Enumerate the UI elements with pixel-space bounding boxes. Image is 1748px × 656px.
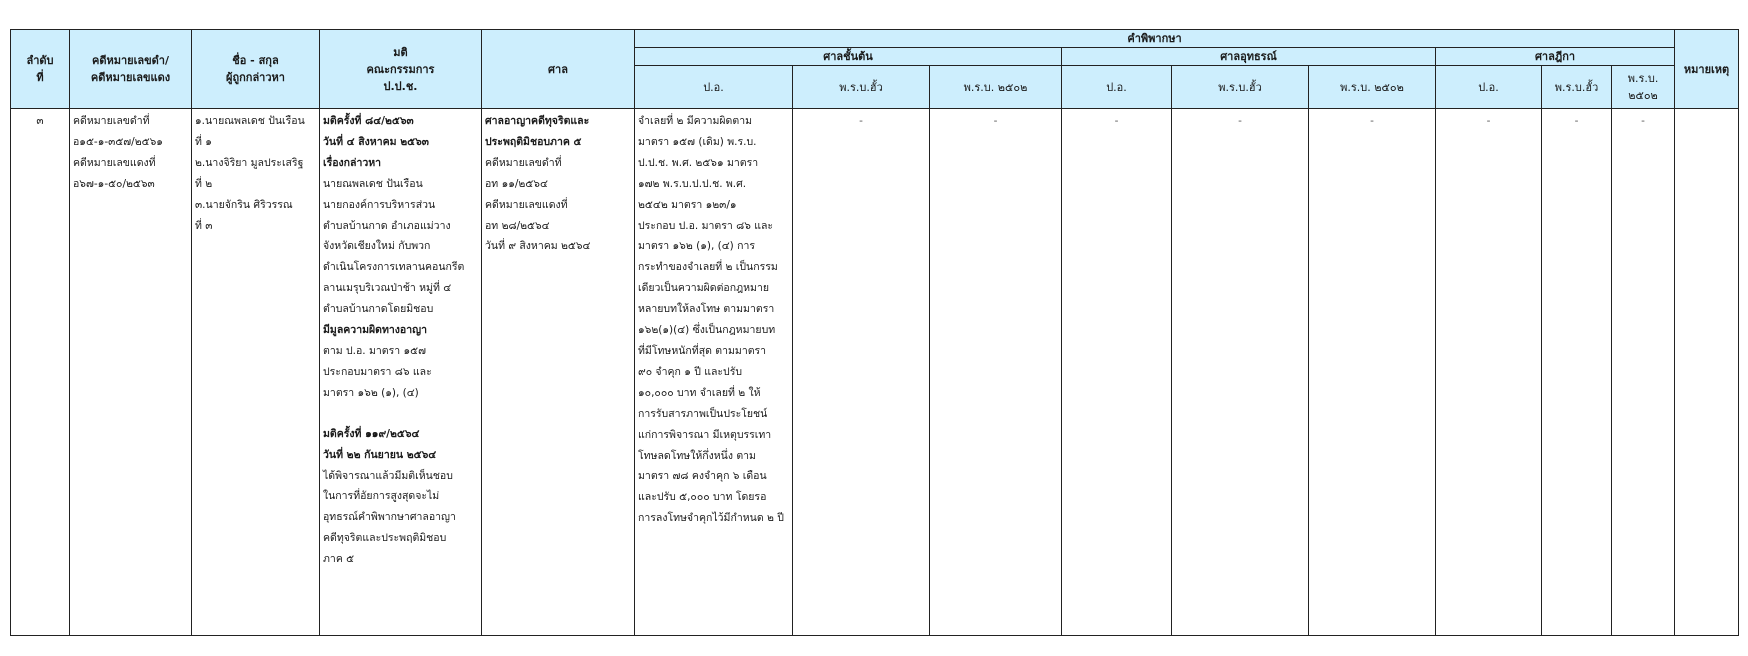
header-first-instance: ศาลชั้นต้น (635, 48, 1062, 66)
header-appeal: ศาลอุทธรณ์ (1062, 48, 1436, 66)
header-first-prb: พ.ร.บ.ฮั้ว (793, 66, 930, 109)
header-case-no: คดีหมายเลขดำ/ คดีหมายเลขแดง (70, 30, 192, 109)
header-supreme-prb: พ.ร.บ.ฮั้ว (1542, 66, 1612, 109)
header-supreme-prb2502: พ.ร.บ. ๒๕๐๒ (1612, 66, 1675, 109)
cell-appeal-prb2502: - (1309, 109, 1436, 636)
cell-supreme-prb: - (1542, 109, 1612, 636)
cell-first-prb2502: - (930, 109, 1062, 636)
resolution-2-body: ได้พิจารณาแล้วมีมติเห็นชอบ ในการที่อัยการสูงสุดจะไม่ อุทธรณ์คำพิพากษาศาลอาญา คดีทุจริตและประพฤติมิชอบ ภาค ๕ (323, 469, 456, 566)
cell-no: ๓ (11, 109, 70, 636)
cell-supreme-po: - (1436, 109, 1542, 636)
header-first-po: ป.อ. (635, 66, 793, 109)
cell-first-po: จำเลยที่ ๒ มีความผิดตาม มาตรา ๑๕๗ (เดิม) พ.ร.บ. ป.ป.ช. พ.ศ. ๒๕๖๑ มาตรา ๑๗๒ พ.ร.บ.ป.ป.ช. พ.ศ. ๒๕๔๒ มาตรา ๑๒๓/๑ ประกอบ ป.อ. มาตรา ๘๖ และ มาตรา ๑๖๒ (๑), (๔) การ กระทำของจำเลยที่ ๒ เป็นกรรม เดียวเป็นความผิดต่อกฎหมาย หลายบทให้ลงโทษ ตามมาตรา ๑๖๒(๑)(๔) ซึ่งเป็นกฎหมายบท ที่มีโทษหนักที่สุด ตามมาตรา ๙๐ จำคุก ๑ ปี และปรับ ๑๐,๐๐๐ บาท จำเลยที่ ๒ ให้ การรับสารภาพเป็นประโยชน์ แก่การพิจารณา มีเหตุบรรเทา โทษลดโทษให้กึ่งหนึ่ง ตาม มาตรา ๗๘ คงจำคุก ๖ เดือน และปรับ ๕,๐๐๐ บาท โดยรอ การลงโทษจำคุกไว้มีกำหนด ๒ ปี (635, 109, 793, 636)
cell-resolution (320, 109, 482, 636)
header-remarks: หมายเหตุ (1675, 30, 1739, 109)
header-name: ชื่อ - สกุล ผู้ถูกกล่าวหา (192, 30, 320, 109)
resolution-1-date: วันที่ ๔ สิงหาคม ๒๕๖๓ (323, 135, 429, 148)
resolution-1-finding: มีมูลความผิดทางอาญา (323, 324, 427, 337)
resolution-1-body: นายณพลเดช ปันเรือน นายกองค์การบริหารส่วน ตำบลบ้านกาด อำเภอแม่วาง จังหวัดเชียงใหม่ กับพวก ดำเนินโครงการเทลานคอนกรีต ลานเมรุบริเวณป่าช้า หมู่ที่ ๔ ตำบลบ้านกาดโดยมิชอบ (323, 177, 465, 316)
header-court: ศาล (482, 30, 635, 109)
header-judgment: คำพิพากษา (635, 30, 1675, 48)
cell-appeal-po: - (1062, 109, 1172, 636)
cell-court (482, 109, 635, 636)
resolution-1-title: มติครั้งที่ ๘๔/๒๕๖๓ (323, 115, 414, 127)
resolution-1-topic: เรื่องกล่าวหา (323, 156, 382, 169)
header-supreme: ศาลฎีกา (1436, 48, 1675, 66)
header-appeal-prb: พ.ร.บ.ฮั้ว (1172, 66, 1309, 109)
cell-case-no: คดีหมายเลขดำที่ อ๑๕-๑-๓๕๗/๒๕๖๑ คดีหมายเลขแดงที่ อ๖๗-๑-๕๐/๒๕๖๓ (70, 109, 192, 636)
header-appeal-po: ป.อ. (1062, 66, 1172, 109)
header-resolution: มติ คณะกรรมการ ป.ป.ช. (320, 30, 482, 109)
header-first-prb2502: พ.ร.บ. ๒๕๐๒ (930, 66, 1062, 109)
cell-names: ๑.นายณพลเดช ปันเรือน ที่ ๑ ๒.นางจิริยา มูลประเสริฐ ที่ ๒ ๓.นายจักริน ศิริวรรณ ที่ ๓ (192, 109, 320, 636)
table-row (11, 109, 1739, 636)
cell-first-prb: - (793, 109, 930, 636)
header-supreme-po: ป.อ. (1436, 66, 1542, 109)
court-name: ศาลอาญาคดีทุจริตและ ประพฤติมิชอบภาค ๕ (485, 115, 590, 148)
resolution-1-law: ตาม ป.อ. มาตรา ๑๕๗ ประกอบมาตรา ๘๖ และ มาตรา ๑๖๒ (๑), (๔) (323, 344, 432, 399)
resolution-2-title: มติครั้งที่ ๑๑๙/๒๕๖๔ (323, 427, 420, 440)
header-no: ลำดับ ที่ (11, 30, 70, 109)
cell-remarks (1675, 109, 1739, 636)
cell-appeal-prb: - (1172, 109, 1309, 636)
resolution-2-date: วันที่ ๒๒ กันยายน ๒๕๖๔ (323, 448, 437, 461)
court-detail: คดีหมายเลขดำที่ อท ๑๑/๒๕๖๔ คดีหมายเลขแดงที่ อท ๒๘/๒๕๖๔ วันที่ ๙ สิงหาคม ๒๕๖๔ (485, 156, 591, 253)
header-appeal-prb2502: พ.ร.บ. ๒๕๐๒ (1309, 66, 1436, 109)
case-table (10, 29, 1739, 636)
cell-supreme-prb2502: - (1612, 109, 1675, 636)
